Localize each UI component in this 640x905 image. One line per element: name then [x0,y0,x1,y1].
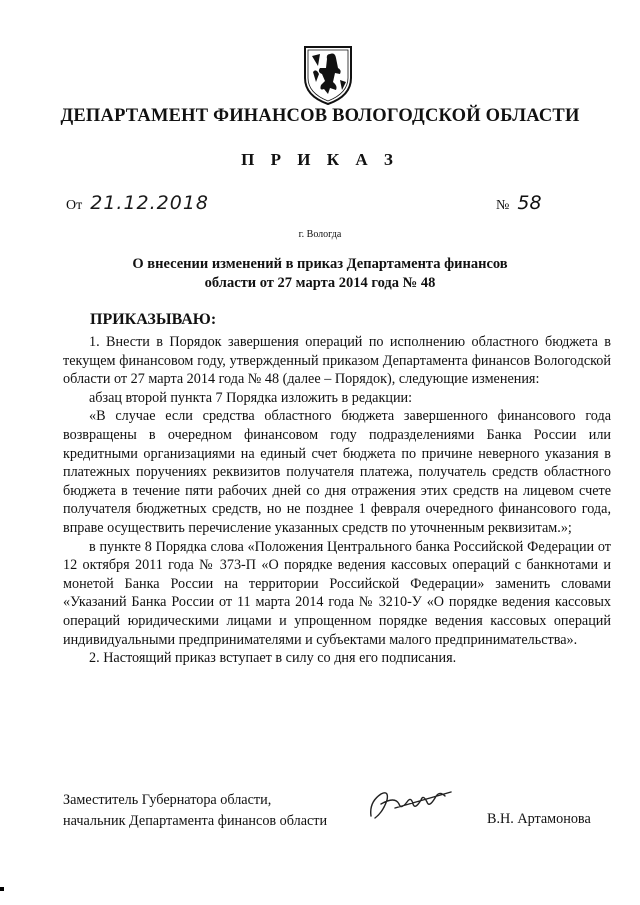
signatory-name: В.Н. Артамонова [487,811,591,827]
position-line: Заместитель Губернатора области, [63,792,272,808]
date-handwritten: 21.12.2018 [90,192,210,214]
number-handwritten: 58 [517,192,542,214]
date-prefix: От [66,198,83,213]
paragraph: 1. Внести в Порядок завершения операций по исполнению областного бюджета в текущем финансовом году, утвержденный приказом Департамента финансов Вологодской области от 27 марта 2014 года № 48 (далее – Порядок), следующие изменения: [63,334,611,388]
number-prefix: № [496,198,510,213]
number-field [496,192,542,214]
subject-line: О внесении изменений в приказ Департамента финансов [132,256,508,272]
paragraph: в пункте 8 Порядка слова «Положения Центрального банка Российской Федерации от 12 октября 2011 года № 373-П «О порядке ведения кассовых операций с банкнотами и монетой Банка России на территории Российской Федерации» заменить словами «Указаний Банка России от 11 марта 2014 года № 3210-У «О порядке ведения кассовых операций юридическими лицами и упрощенном порядке ведения кассовых операций индивидуальными предпринимателями и субъектами малого предпринимательства». [63,538,611,648]
order-heading: ПРИКАЗЫВАЮ: [90,311,217,328]
subject-heading [80,255,560,293]
position-line: начальник Департамента финансов области [63,813,328,829]
subject-line: области от 27 марта 2014 года № 48 [204,275,436,291]
paragraph: абзац второй пункта 7 Порядка изложить в редакции: [89,389,413,406]
document-kind: П Р И К А З [241,150,399,169]
date-field [66,192,209,214]
city-line: г. Вологда [298,229,342,240]
paragraph: 2. Настоящий приказ вступает в силу со дня его подписания. [89,650,457,667]
coat-of-arms-icon [302,44,354,106]
signatory-position [63,790,327,832]
order-body [63,333,611,668]
paragraph: «В случае если средства областного бюджета завершенного финансового года возвращены в очередном финансовом году подразделениями Банка России или кредитными организациями на единый счет бюджета по причине неверного указания в платежных поручениях реквизитов получателя платежа, получатель средств областного бюджета в течение пяти рабочих дней со дня отражения этих средств на лицевом счете получателя бюджетных средств, но не позднее 1 февраля очередного финансового года, вправе осуществить перечисление указанных средств по уточненным реквизитам.»; [63,408,611,536]
handwritten-signature [365,782,453,824]
department-title: ДЕПАРТАМЕНТ ФИНАНСОВ ВОЛОГОДСКОЙ ОБЛАСТИ [60,106,580,126]
scan-mark [0,887,4,891]
